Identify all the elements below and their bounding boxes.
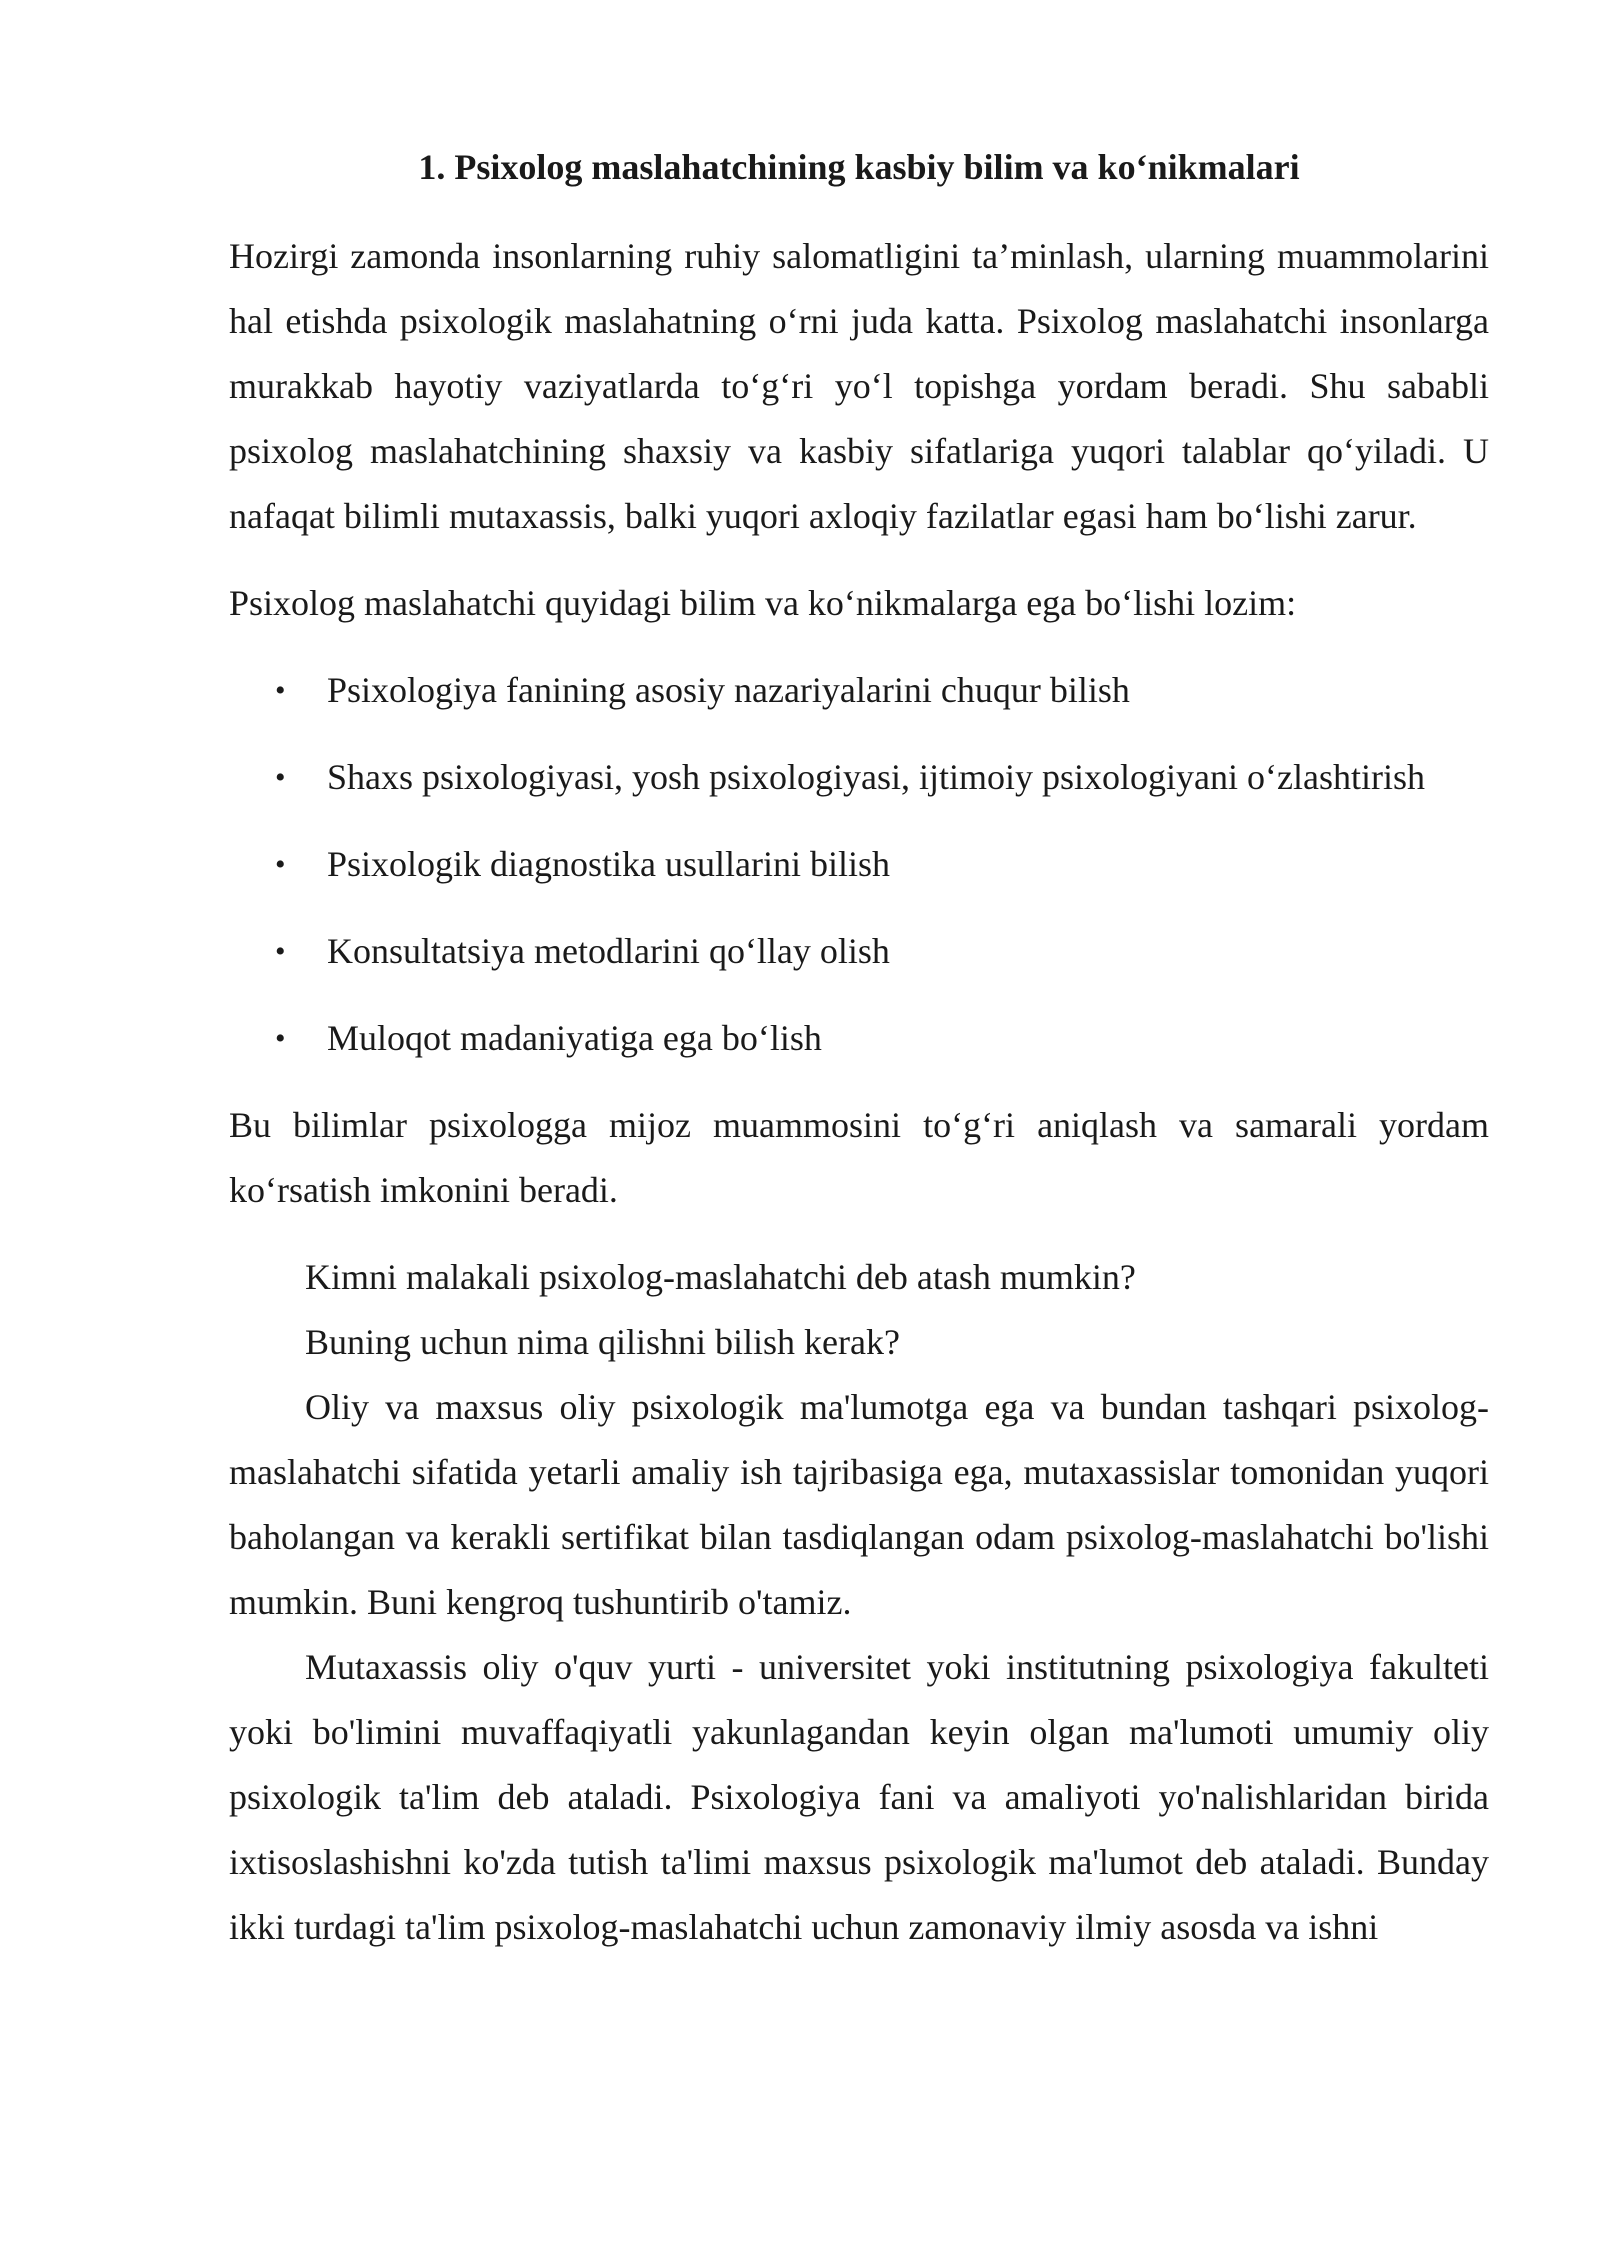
bullet-icon: • — [275, 761, 286, 794]
list-item-text: Shaxs psixologiyasi, yosh psixologiyasi, ijtimoiy psixologiyani o‘zlashtirish — [327, 757, 1425, 797]
list-intro-paragraph: Psixolog maslahatchi quyidagi bilim va ko‘nikmalarga ega bo‘lishi lozim: — [229, 583, 1297, 623]
summary-paragraph: Bu bilimlar psixologga mijoz muammosini to‘g‘ri aniqlash va samarali yordam ko‘rsatish imkonini beradi. — [229, 1105, 1489, 1210]
qualification-paragraph: Oliy va maxsus oliy psixologik ma'lumotga ega va bundan tashqari psixolog-maslahatchi sifatida yetarli amaliy ish tajribasiga ega, mutaxassislar tomonidan yuqori baholangan va kerakli sertifikat bilan tasdiqlangan odam psixolog-maslahatchi bo'lishi mumkin. Buni kengroq tushuntirib o'tamiz. — [229, 1387, 1489, 1622]
list-item — [229, 832, 1489, 897]
page-title: 1. Psixolog maslahatchining kasbiy bilim va ko‘nikmalari — [418, 147, 1300, 187]
question-line-1: Kimni malakali psixolog-maslahatchi deb atash mumkin? — [305, 1257, 1136, 1297]
list-item-text: Psixologiya fanining asosiy nazariyalarini chuqur bilish — [327, 670, 1130, 710]
bullet-icon: • — [275, 674, 286, 707]
list-item-text: Konsultatsiya metodlarini qo‘llay olish — [327, 931, 890, 971]
bullet-icon: • — [275, 935, 286, 968]
skills-list — [229, 658, 1489, 1071]
intro-paragraph: Hozirgi zamonda insonlarning ruhiy salomatligini ta’minlash, ularning muammolarini hal etishda psixologik maslahatning o‘rni juda katta. Psixolog maslahatchi insonlarga murakkab hayotiy vaziyatlarda to‘g‘ri yo‘l topishga yordam beradi. Shu sababli psixolog maslahatchining shaxsiy va kasbiy sifatlariga yuqori talablar qo‘yiladi. U nafaqat bilimli mutaxassis, balki yuqori axloqiy fazilatlar egasi ham bo‘lishi zarur. — [229, 236, 1489, 536]
education-paragraph: Mutaxassis oliy o'quv yurti - universitet yoki institutning psixologiya fakulteti yoki bo'limini muvaffaqiyatli yakunlagandan keyin olgan ma'lumoti umumiy oliy psixologik ta'lim deb ataladi. Psixologiya fani va amaliyoti yo'nalishlaridan birida ixtisoslashishni ko'zda tutish ta'limi maxsus psixologik ma'lumot deb ataladi. Bunday ikki turdagi ta'lim psixolog-maslahatchi uchun zamonaviy ilmiy asosda va ishni — [229, 1647, 1489, 1947]
bullet-icon: • — [275, 1022, 286, 1055]
bullet-icon: • — [275, 848, 286, 881]
list-item-text: Psixologik diagnostika usullarini bilish — [327, 844, 891, 884]
list-item — [229, 658, 1489, 723]
list-item-text: Muloqot madaniyatiga ega bo‘lish — [327, 1018, 822, 1058]
list-item — [229, 919, 1489, 984]
question-line-2: Buning uchun nima qilishni bilish kerak? — [305, 1322, 900, 1362]
document-body — [229, 142, 1489, 1960]
list-item — [229, 1006, 1489, 1071]
list-item — [229, 745, 1489, 810]
